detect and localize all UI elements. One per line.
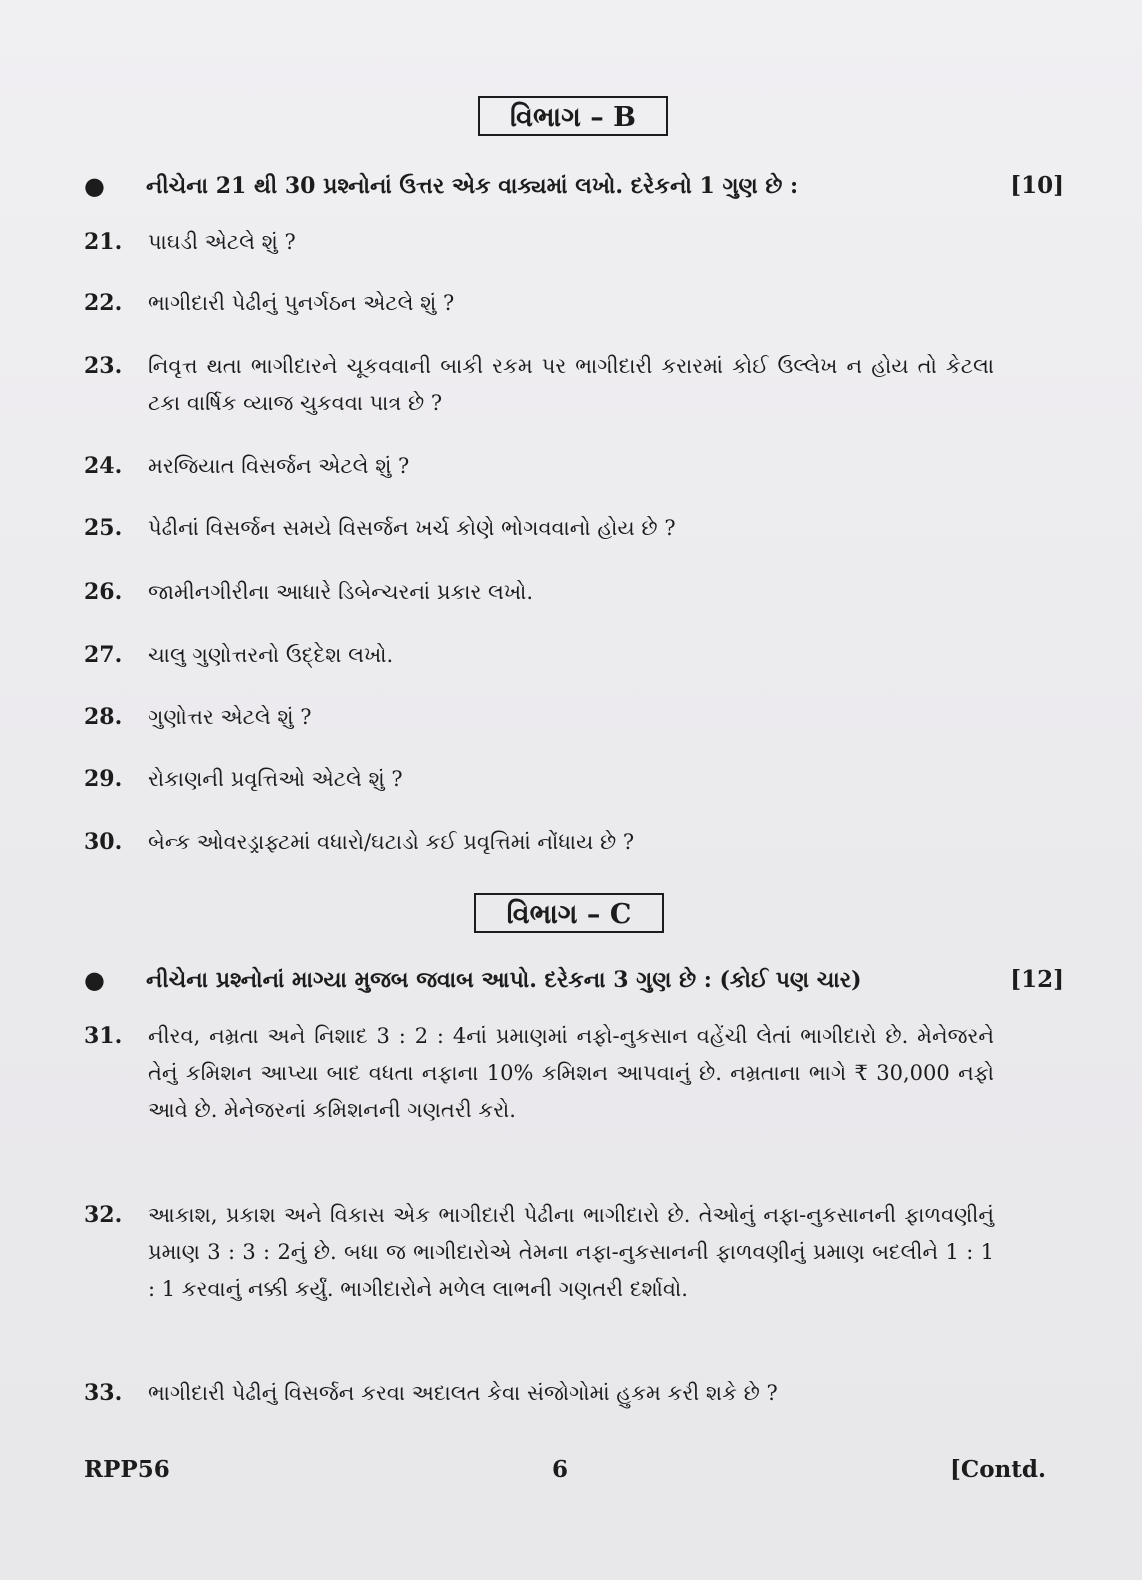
question-text: રોકાણની પ્રવૃત્તિઓ એટલે શું ? <box>148 767 403 791</box>
question-text: પેઢીનાં વિસર્જન સમયે વિસર્જન ખર્ચ કોણે ભોગવવાનો હોય છે ? <box>148 516 676 540</box>
question-text: આકાશ, પ્રકાશ અને વિકાસ એક ભાગીદારી પેઢીના ભાગીદારો છે. તેઓનું નફા-નુકસાનની ફાળવણીનું પ્રમાણ 3 : 3 : 2નું છે. બધા જ ભાગીદારોએ તેમના નફા-નુકસાનની ફાળવણીનું પ્રમાણ બદલીને 1 : 1 : 1 કરવાનું નક્કી કર્યું. ભાગીદારોને મળેલ લાભની ગણતરી દર્શાવો. <box>148 1203 994 1301</box>
question-text: જામીનગીરીના આધારે ડિબેન્ચરનાં પ્રકાર લખો. <box>148 580 534 604</box>
question-text: મરજિયાત વિસર્જન એટલે શું ? <box>148 454 410 478</box>
question-number: 21. <box>84 229 123 255</box>
question-number: 29. <box>84 766 123 792</box>
question-text: નીરવ, નમ્રતા અને નિશાદ 3 : 2 : 4નાં પ્રમાણમાં નફો-નુકસાન વહેંચી લેતાં ભાગીદારો છે. મેનેજરને તેનું કમિશન આપ્યા બાદ વધતા નફાના 10% કમિશન આપવાનું છે. નમ્રતાના ભાગે ₹ 30,000 નફો આવે છે. મેનેજરનાં કમિશનની ગણતરી કરો. <box>148 1024 994 1122</box>
question-number: 28. <box>84 704 123 730</box>
question-text: ગુણોત્તર એટલે શું ? <box>148 705 312 729</box>
question-text: બેન્ક ઓવરડ્રાફ્ટમાં વધારો/ઘટાડો કઈ પ્રવૃત્તિમાં નોંધાય છે ? <box>148 830 635 854</box>
question-number: 22. <box>84 290 123 316</box>
page-number: 6 <box>552 1456 569 1483</box>
question-number: 33. <box>84 1380 123 1406</box>
question-number: 31. <box>84 1023 123 1049</box>
continued-label: [Contd. <box>950 1456 1046 1483</box>
bullet-icon: ● <box>84 965 105 994</box>
section-c-instruction-text: નીચેના પ્રશ્નોનાં માગ્યા મુજબ જવાબ આપો. દરેકના 3 ગુણ છે : (કોઈ પણ ચાર) <box>146 967 862 993</box>
section-c-marks: [12] <box>1010 966 1064 993</box>
question-number: 27. <box>84 642 123 668</box>
section-b-marks: [10] <box>1010 172 1064 199</box>
section-b-instruction-text: નીચેના 21 થી 30 પ્રશ્નોનાં ઉત્તર એક વાક્યમાં લખો. દરેકનો 1 ગુણ છે : <box>146 173 799 199</box>
question-text: ચાલુ ગુણોત્તરનો ઉદ્દેશ લખો. <box>148 643 394 667</box>
question-number: 23. <box>84 353 123 379</box>
section-b-title: વિભાગ – B <box>478 96 668 136</box>
question-number: 24. <box>84 453 123 479</box>
question-number: 26. <box>84 579 123 605</box>
question-text: ભાગીદારી પેઢીનું પુનર્ગઠન એટલે શું ? <box>148 291 455 315</box>
question-text: પાઘડી એટલે શું ? <box>148 230 296 254</box>
question-number: 30. <box>84 829 123 855</box>
question-number: 32. <box>84 1202 123 1228</box>
question-text: ભાગીદારી પેઢીનું વિસર્જન કરવા અદાલત કેવા સંજોગોમાં હુકમ કરી શકે છે ? <box>148 1381 778 1405</box>
bullet-icon: ● <box>84 171 105 200</box>
question-number: 25. <box>84 515 123 541</box>
question-text: નિવૃત્ત થતા ભાગીદારને ચૂકવવાની બાકી રકમ પર ભાગીદારી કરારમાં કોઈ ઉલ્લેખ ન હોય તો કેટલા ટકા વાર્ષિક વ્યાજ ચુકવવા પાત્ર છે ? <box>148 354 994 415</box>
section-c-title: વિભાગ – C <box>474 893 664 933</box>
paper-code: RPP56 <box>84 1456 170 1483</box>
